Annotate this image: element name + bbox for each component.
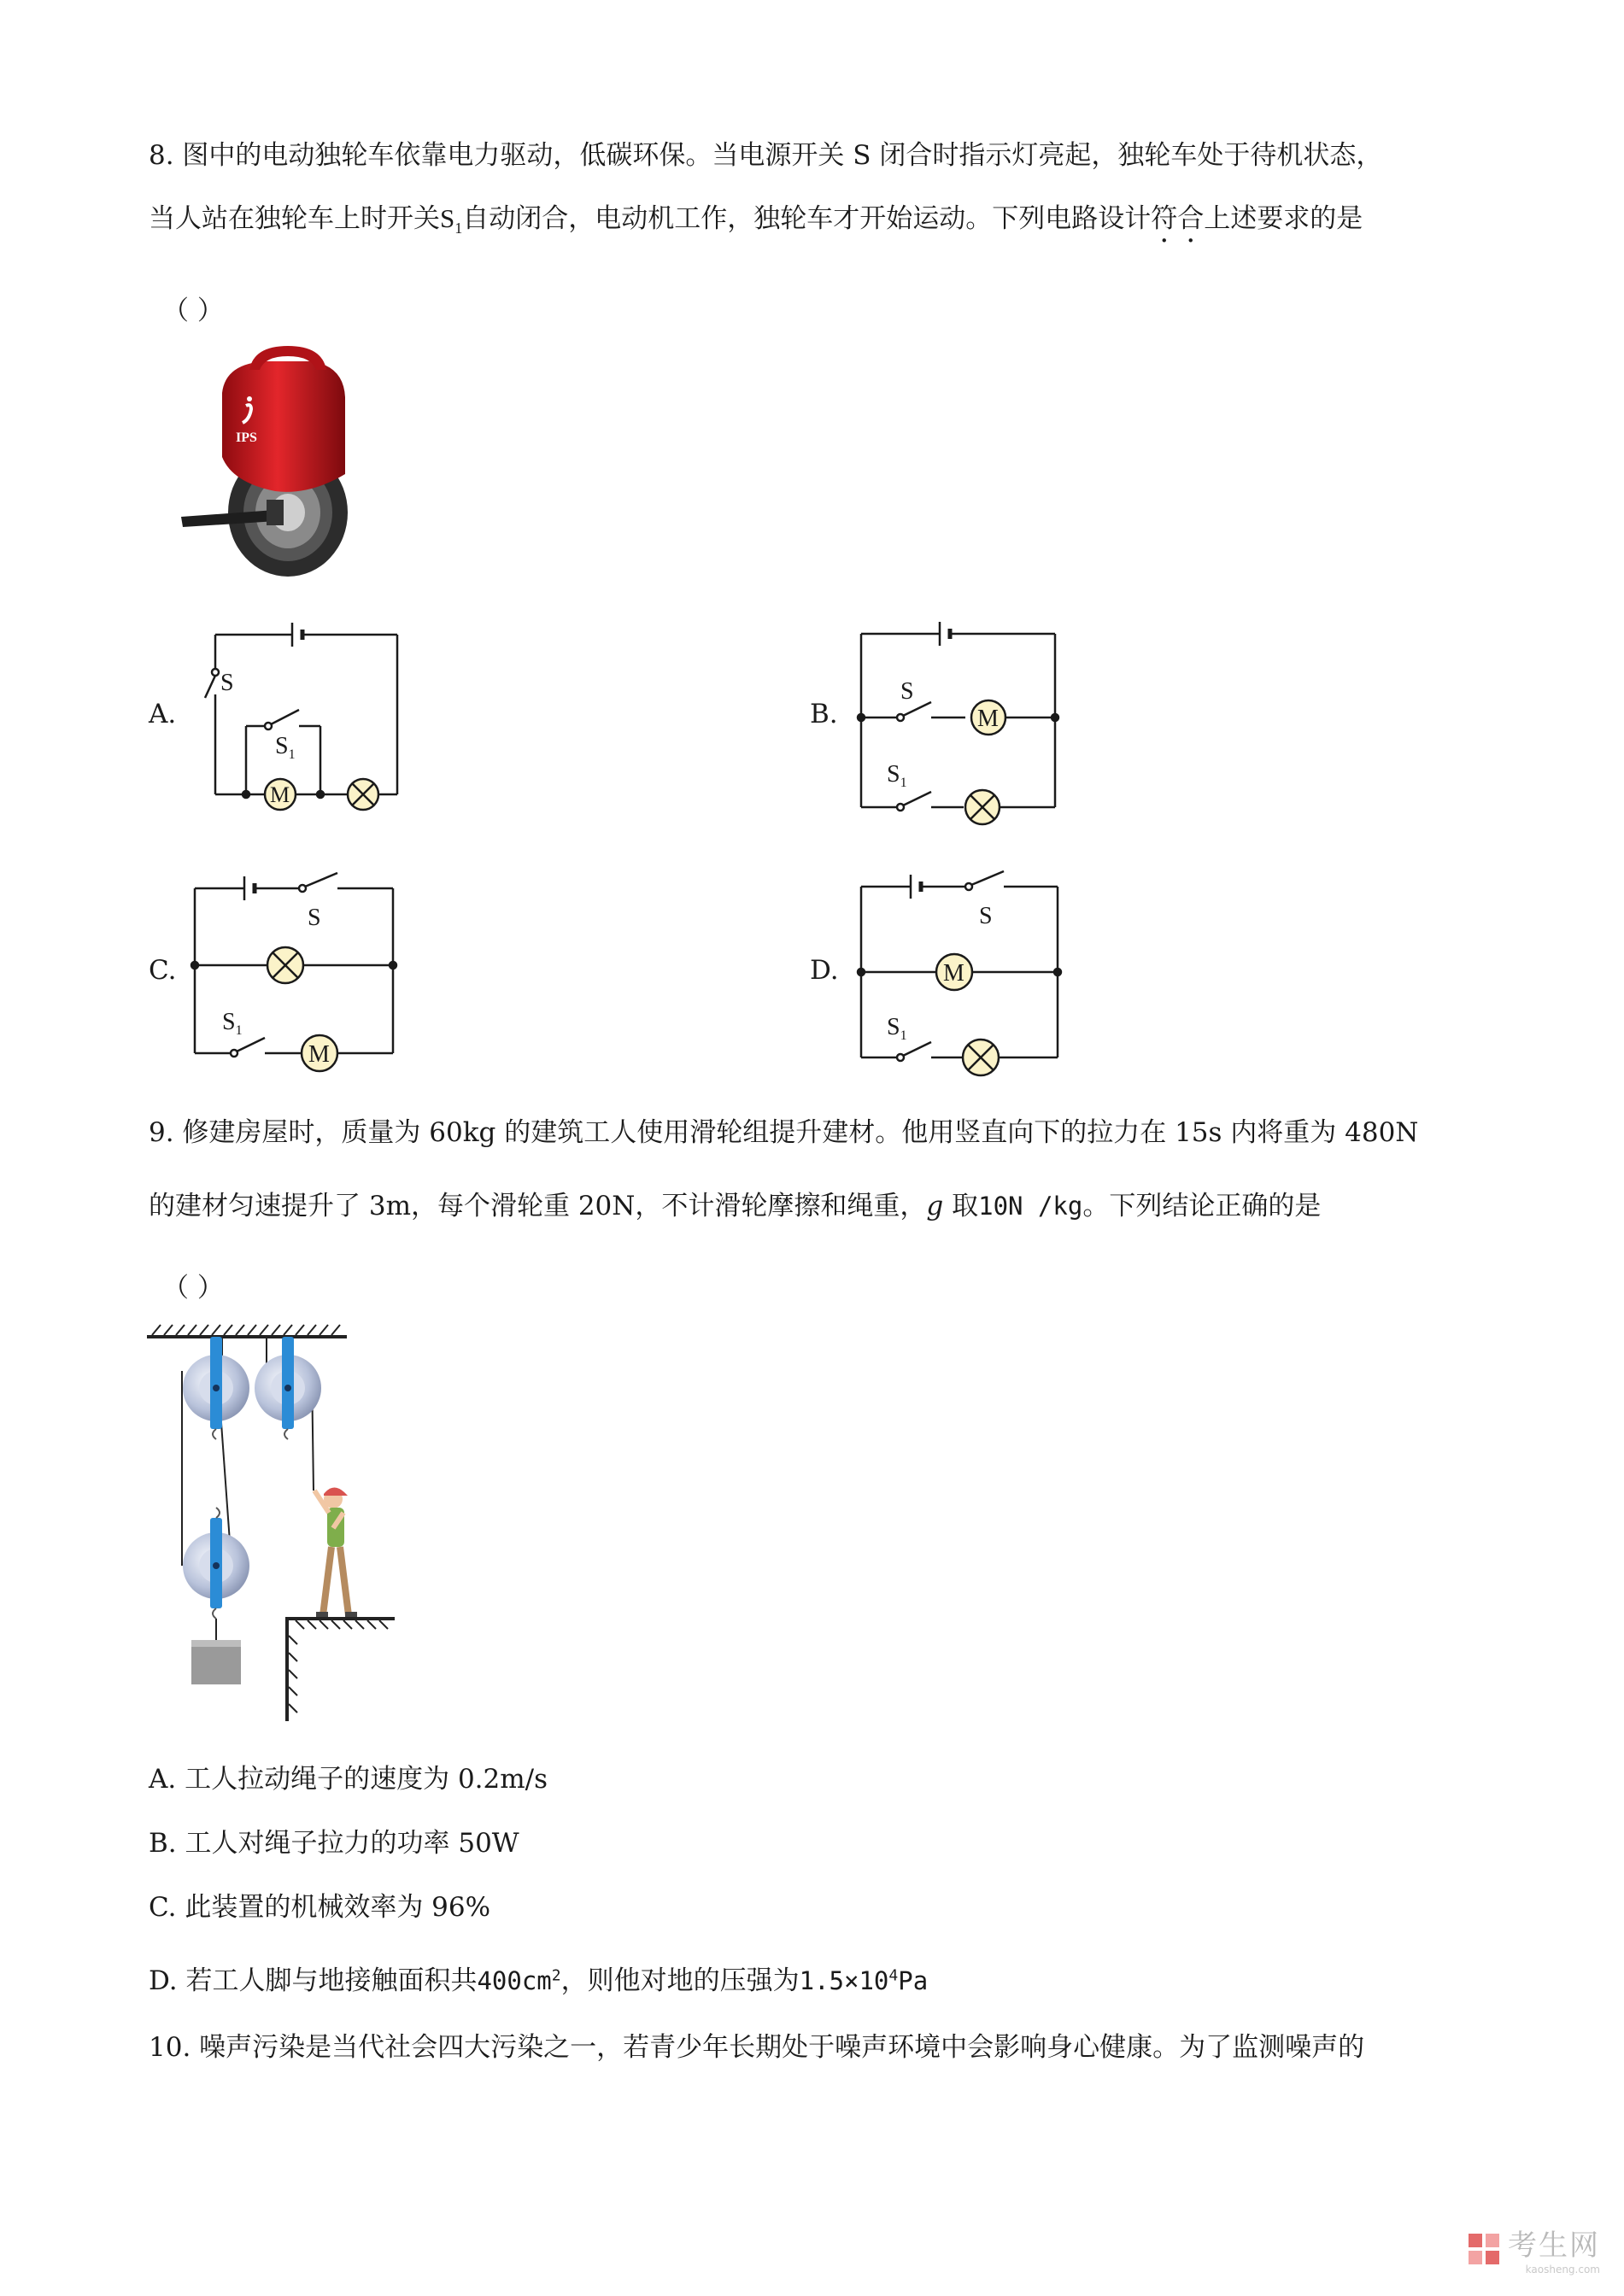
circuit-b [846, 606, 1068, 837]
q8-line-2-b: 自动闭合，电动机工作，独轮车才开始运动。下列电路设计 [462, 203, 1152, 234]
circuit-a [179, 619, 410, 824]
switch-s1-label: $S_1$ [222, 1009, 243, 1038]
circuit-c [179, 858, 410, 1081]
switch-s1-label: $S_1$ [887, 761, 907, 790]
q8-answer-paren: （ ） [162, 296, 224, 326]
pulley-system-image [145, 1320, 402, 1725]
q9-line-2-b: 取 [943, 1191, 979, 1221]
switch-s1-label: $S_1$ [275, 733, 296, 762]
q9-option-d[interactable] [149, 1959, 928, 1997]
q8-line-2-c: 上述要求的是 [1204, 203, 1363, 234]
q8-option-a-label[interactable]: A. [149, 699, 177, 729]
q8-option-b-label[interactable]: B. [810, 699, 838, 729]
watermark-logo-icon [1467, 2232, 1501, 2266]
q9-answer-paren: （ ） [162, 1273, 224, 1303]
q9-option-b[interactable]: B. 工人对绳子拉力的功率 50W [149, 1828, 519, 1859]
motor-label: M [270, 782, 290, 807]
q8-emphasis-1: 符 [1151, 203, 1178, 234]
q8-emphasis-2: 合 [1177, 203, 1205, 234]
switch-s-label: S [979, 903, 993, 929]
switch-s1-label: $S_1$ [887, 1014, 907, 1043]
switch-s-label: S [308, 905, 321, 931]
worker-figure [314, 1487, 357, 1617]
circuit-d [846, 858, 1076, 1081]
q10-line-1: 10. 噪声污染是当代社会四大污染之一，若青少年长期处于噪声环境中会影响身心健康。为了监测噪声的 [149, 2032, 1365, 2063]
q8-line-1: 8. 图中的电动独轮车依靠电力驱动，低碳环保。当电源开关 S 闭合时指示灯亮起，独轮车处于待机状态， [149, 140, 1383, 171]
q9-option-c[interactable]: C. 此装置的机械效率为 96% [149, 1892, 491, 1923]
q9-option-d-b: ，则他对地的压强为 [560, 1965, 800, 1996]
q9-line-2 [149, 1189, 1321, 1223]
q8-line-2-a: 当人站在独轮车上时开关 [149, 203, 440, 234]
q9-option-d-area: $400cm^2$ [477, 1966, 561, 1995]
q9-g-value: 10N /kg [978, 1192, 1083, 1221]
watermark-url: kaosheng.com [1525, 2264, 1600, 2276]
q8-option-d-label[interactable]: D. [810, 955, 839, 986]
q8-option-c-label[interactable]: C. [149, 955, 177, 986]
switch-s-blade [205, 676, 215, 698]
switch-s-label: S [220, 670, 234, 696]
q9-option-d-a: D. 若工人脚与地接触面积共 [149, 1965, 478, 1996]
switch-s-label: S [900, 678, 914, 705]
unicycle-brand-text: IPS [236, 430, 257, 445]
q9-option-a[interactable]: A. 工人拉动绳子的速度为 0.2m/s [149, 1764, 548, 1795]
motor-label: M [308, 1041, 330, 1068]
q9-g-symbol: g [926, 1191, 944, 1221]
switch-s-pivot [212, 669, 219, 676]
watermark [1467, 2222, 1600, 2276]
q9-line-1: 9. 修建房屋时，质量为 60kg 的建筑工人使用滑轮组提升建材。他用竖直向下的拉力在 15s 内将重为 480N [149, 1117, 1419, 1148]
q8-line-2 [149, 202, 1363, 245]
motor-label: M [977, 706, 999, 732]
q9-line-2-c: 。下列结论正确的是 [1082, 1191, 1322, 1221]
watermark-text: 考生网 [1508, 2229, 1600, 2263]
q8-switch-s1: $S_1$ [440, 203, 463, 237]
q9-line-2-a: 的建材匀速提升了 3m，每个滑轮重 20N，不计滑轮摩擦和绳重， [149, 1191, 927, 1221]
unicycle-image [181, 346, 361, 589]
q9-option-d-pressure: $1.5\times 10^4Pa$ [799, 1966, 929, 1995]
motor-label: M [943, 960, 964, 987]
switch-s1-blade [271, 710, 299, 724]
